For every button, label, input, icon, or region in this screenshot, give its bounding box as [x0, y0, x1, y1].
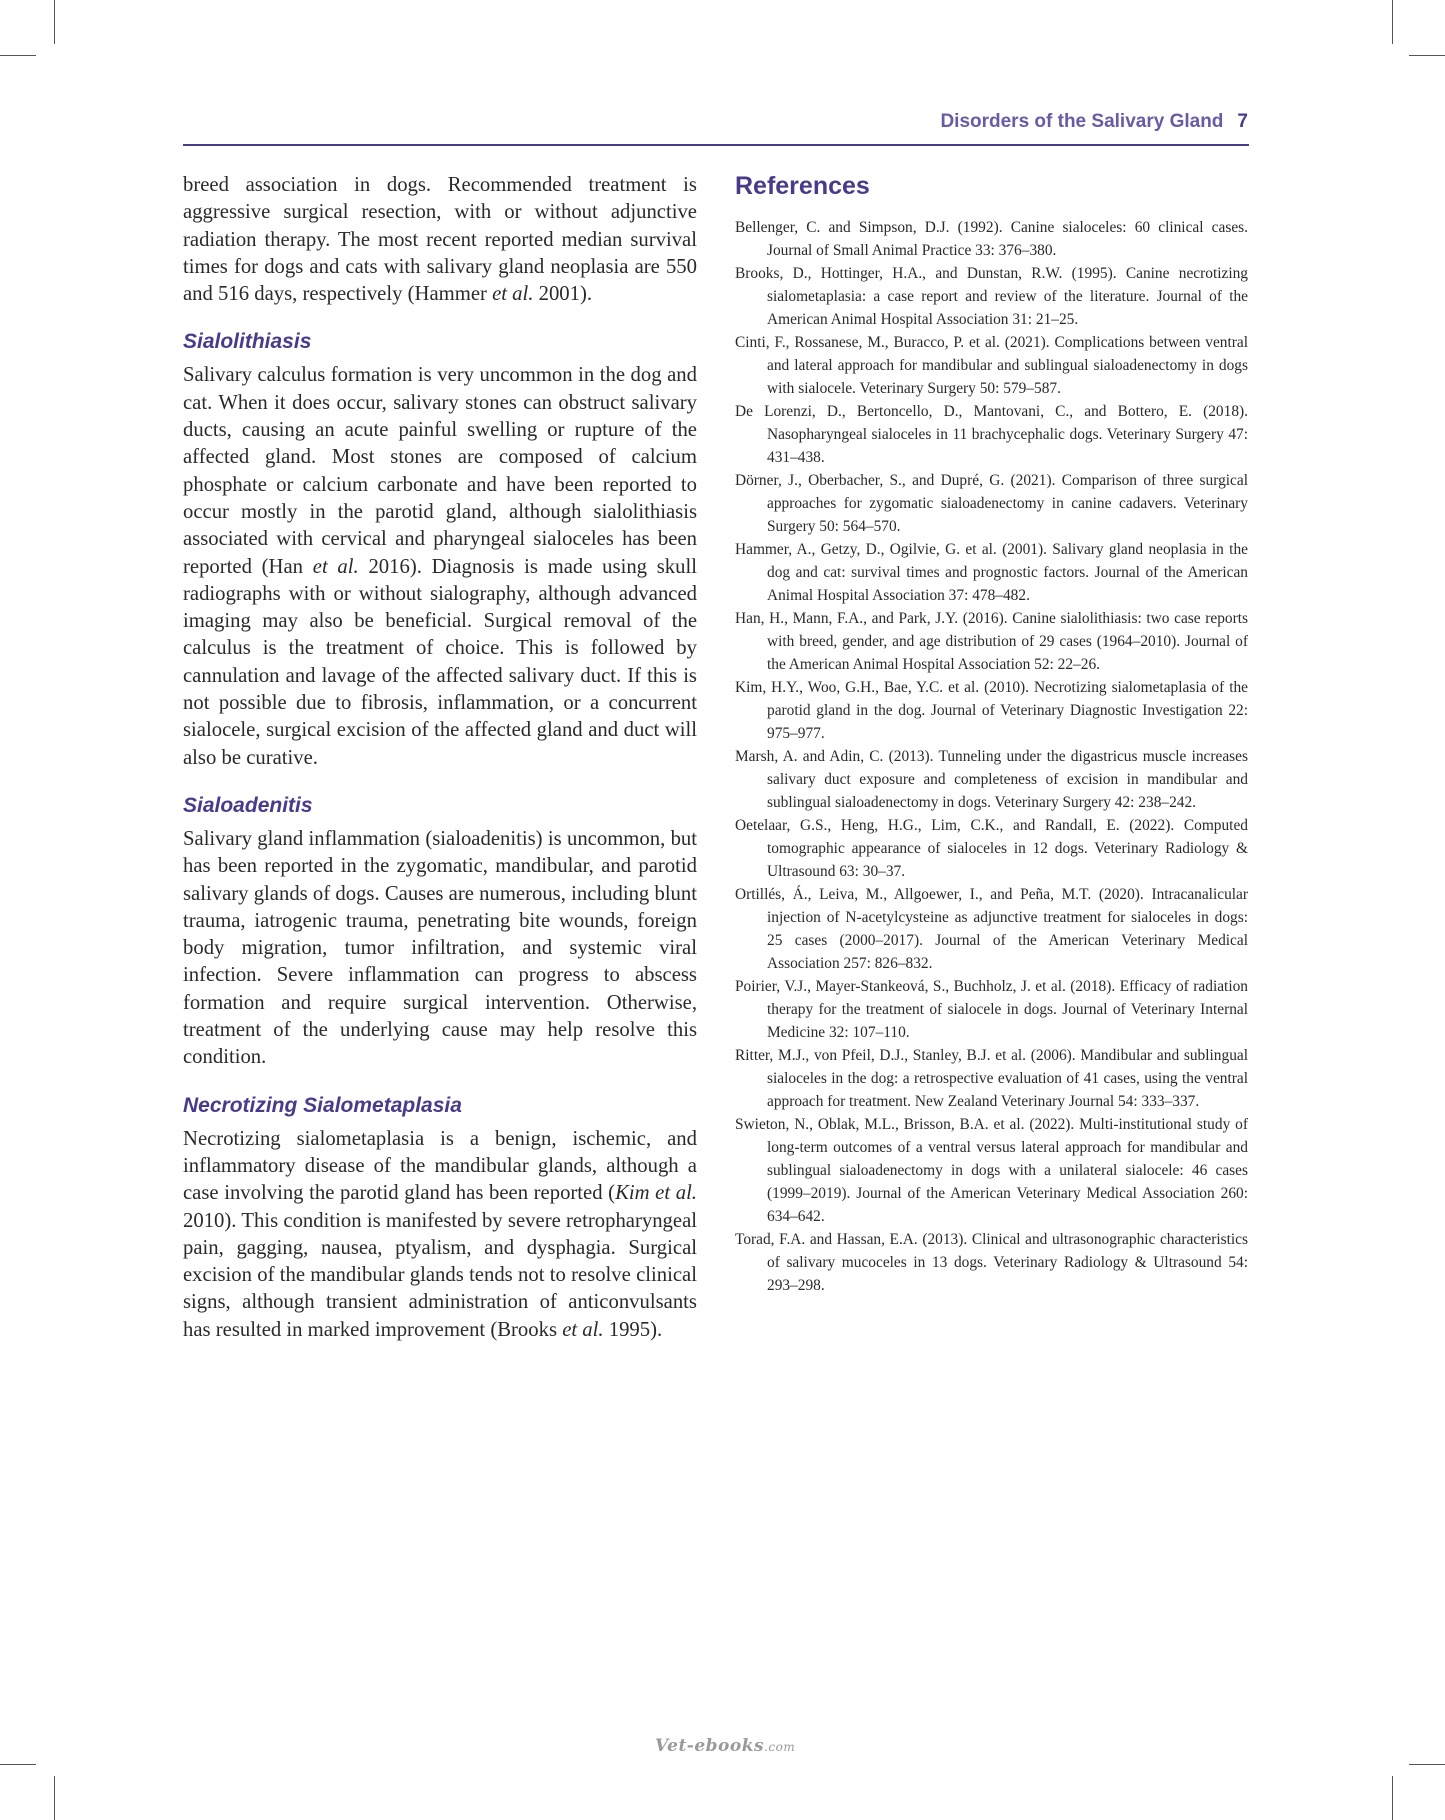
references-column — [735, 170, 1248, 1297]
footer-watermark — [655, 1736, 795, 1756]
reference-item: De Lorenzi, D., Bertoncello, D., Mantovani, C., and Bottero, E. (2018). Nasopharyngeal sialoceles in 11 brachycephalic dogs. Veterinary Surgery 47: 431–438. — [735, 403, 1248, 466]
reference-item: Ortillés, Á., Leiva, M., Allgoewer, I., and Peña, M.T. (2020). Intracanalicular injection of N-acetylcysteine as adjunctive treatment for sialoceles in dogs: 25 cases (2000–2017). Journal of the American Veterinary Medical Association 257: 826–832. — [735, 886, 1248, 972]
left-column — [183, 172, 697, 1344]
crop-mark — [1392, 0, 1393, 44]
section-body-sialoadenitis: Salivary gland inflammation (sialoadenitis) is uncommon, but has been reported in the zygomatic, mandibular, and parotid salivary glands of dogs. Causes are numerous, including blunt trauma, iatrogenic trauma, penetrating bite wounds, foreign body migration, tumor infiltration, and systemic viral infection. Severe inflammation can progress to abscess formation and require surgical intervention. Otherwise, treatment of the underlying cause may help resolve this condition. — [183, 827, 697, 1069]
watermark-suffix: .com — [764, 1740, 796, 1754]
references-heading: References — [735, 172, 870, 200]
reference-item: Poirier, V.J., Mayer-Stankeová, S., Buchholz, J. et al. (2018). Efficacy of radiation therapy for the treatment of sialocele in dogs. Journal of Veterinary Internal Medicine 32: 107–110. — [735, 978, 1248, 1041]
reference-item: Oetelaar, G.S., Heng, H.G., Lim, C.K., and Randall, E. (2022). Computed tomographic appearance of sialoceles in 12 dogs. Veterinary Radiology & Ultrasound 63: 30–37. — [735, 817, 1248, 880]
page-number: 7 — [1237, 111, 1248, 132]
reference-list — [735, 216, 1248, 1297]
reference-item: Swieton, N., Oblak, M.L., Brisson, B.A. et al. (2022). Multi-institutional study of long-term outcomes of a ventral versus lateral approach for mandibular and sublingual sialoadenectomy in dogs with a unilateral sialocele: 46 cases (1999–2019). Journal of the American Veterinary Medical Association 260: 634–642. — [735, 1116, 1248, 1225]
crop-mark — [1409, 55, 1445, 56]
section-body-necrotizing-sialometaplasia: Necrotizing sialometaplasia is a benign, ischemic, and inflammatory disease of the mandibular glands, although a case involving the parotid gland has been reported (Kim et al. 2010). This condition is manifested by severe retropharyngeal pain, gagging, nausea, ptyalism, and dysphagia. Surgical excision of the mandibular glands tends not to resolve clinical signs, although transient administration of anticonvulsants has resulted in marked improvement (Brooks et al. 1995). — [183, 1127, 697, 1341]
section-heading-sialoadenitis: Sialoadenitis — [183, 793, 313, 817]
running-head — [940, 111, 1248, 133]
crop-mark — [1392, 1776, 1393, 1820]
reference-item: Hammer, A., Getzy, D., Ogilvie, G. et al. (2001). Salivary gland neoplasia in the dog and cat: survival times and prognostic factors. Journal of the American Animal Hospital Association 37: 478–482. — [735, 541, 1248, 604]
intro-paragraph: breed association in dogs. Recommended treatment is aggressive surgical resection, with or without adjunctive radiation therapy. The most recent reported median survival times for dogs and cats with salivary gland neoplasia are 550 and 516 days, respectively (Hammer et al. 2001). — [183, 174, 697, 306]
reference-item: Han, H., Mann, F.A., and Park, J.Y. (2016). Canine sialolithiasis: two case reports with breed, gender, and age distribution of 29 cases (1964–2010). Journal of the American Animal Hospital Association 52: 22–26. — [735, 610, 1248, 673]
reference-item: Marsh, A. and Adin, C. (2013). Tunneling under the digastricus muscle increases salivary duct exposure and completeness of excision in mandibular and sublingual sialoadenectomy in dogs. Veterinary Surgery 42: 238–242. — [735, 748, 1248, 811]
reference-item: Ritter, M.J., von Pfeil, D.J., Stanley, B.J. et al. (2006). Mandibular and sublingual sialoceles in the dog: a retrospective evaluation of 41 cases, using the ventral approach for treatment. New Zealand Veterinary Journal 54: 333–337. — [735, 1047, 1248, 1110]
reference-item: Kim, H.Y., Woo, G.H., Bae, Y.C. et al. (2010). Necrotizing sialometaplasia of the parotid gland in the dog. Journal of Veterinary Diagnostic Investigation 22: 975–977. — [735, 679, 1248, 742]
crop-mark — [54, 0, 55, 44]
header-rule — [183, 144, 1249, 146]
section-body-sialolithiasis: Salivary calculus formation is very uncommon in the dog and cat. When it does occur, salivary stones can obstruct salivary ducts, causing an acute painful swelling or rupture of the affected gland. Most stones are composed of calcium phosphate or calcium carbonate and have been reported to occur mostly in the parotid gland, although sialolithiasis associated with cervical and pharyngeal sialoceles has been reported (Han et al. 2016). Diagnosis is made using skull radiographs with or without sialography, although advanced imaging may also be beneficial. Surgical removal of the calculus is the treatment of choice. This is followed by cannulation and lavage of the affected salivary duct. If this is not possible due to fibrosis, inflammation, or a concurrent sialocele, surgical excision of the affected gland and duct will also be curative. — [183, 364, 697, 769]
crop-mark — [0, 1764, 36, 1765]
running-head-title: Disorders of the Salivary Gland — [940, 111, 1224, 132]
crop-mark — [1409, 1764, 1445, 1765]
reference-item: Brooks, D., Hottinger, H.A., and Dunstan, R.W. (1995). Canine necrotizing sialometaplasia: a case report and review of the literature. Journal of the American Animal Hospital Association 31: 21–25. — [735, 265, 1248, 328]
reference-item: Dörner, J., Oberbacher, S., and Dupré, G. (2021). Comparison of three surgical approaches for zygomatic sialoadenectomy in canine cadavers. Veterinary Surgery 50: 564–570. — [735, 472, 1248, 535]
reference-item: Cinti, F., Rossanese, M., Buracco, P. et al. (2021). Complications between ventral and lateral approach for mandibular and sublingual sialoadenectomy in dogs with sialocele. Veterinary Surgery 50: 579–587. — [735, 334, 1248, 397]
section-heading-necrotizing-sialometaplasia: Necrotizing Sialometaplasia — [183, 1093, 462, 1117]
crop-mark — [54, 1776, 55, 1820]
reference-item: Torad, F.A. and Hassan, E.A. (2013). Clinical and ultrasonographic characteristics of salivary mucoceles in 13 dogs. Veterinary Radiology & Ultrasound 54: 293–298. — [735, 1231, 1248, 1294]
crop-mark — [0, 55, 36, 56]
reference-item: Bellenger, C. and Simpson, D.J. (1992). Canine sialoceles: 60 clinical cases. Journal of Small Animal Practice 33: 376–380. — [735, 219, 1248, 259]
watermark-text: Vet-ebooks — [655, 1736, 765, 1756]
section-heading-sialolithiasis: Sialolithiasis — [183, 330, 312, 354]
